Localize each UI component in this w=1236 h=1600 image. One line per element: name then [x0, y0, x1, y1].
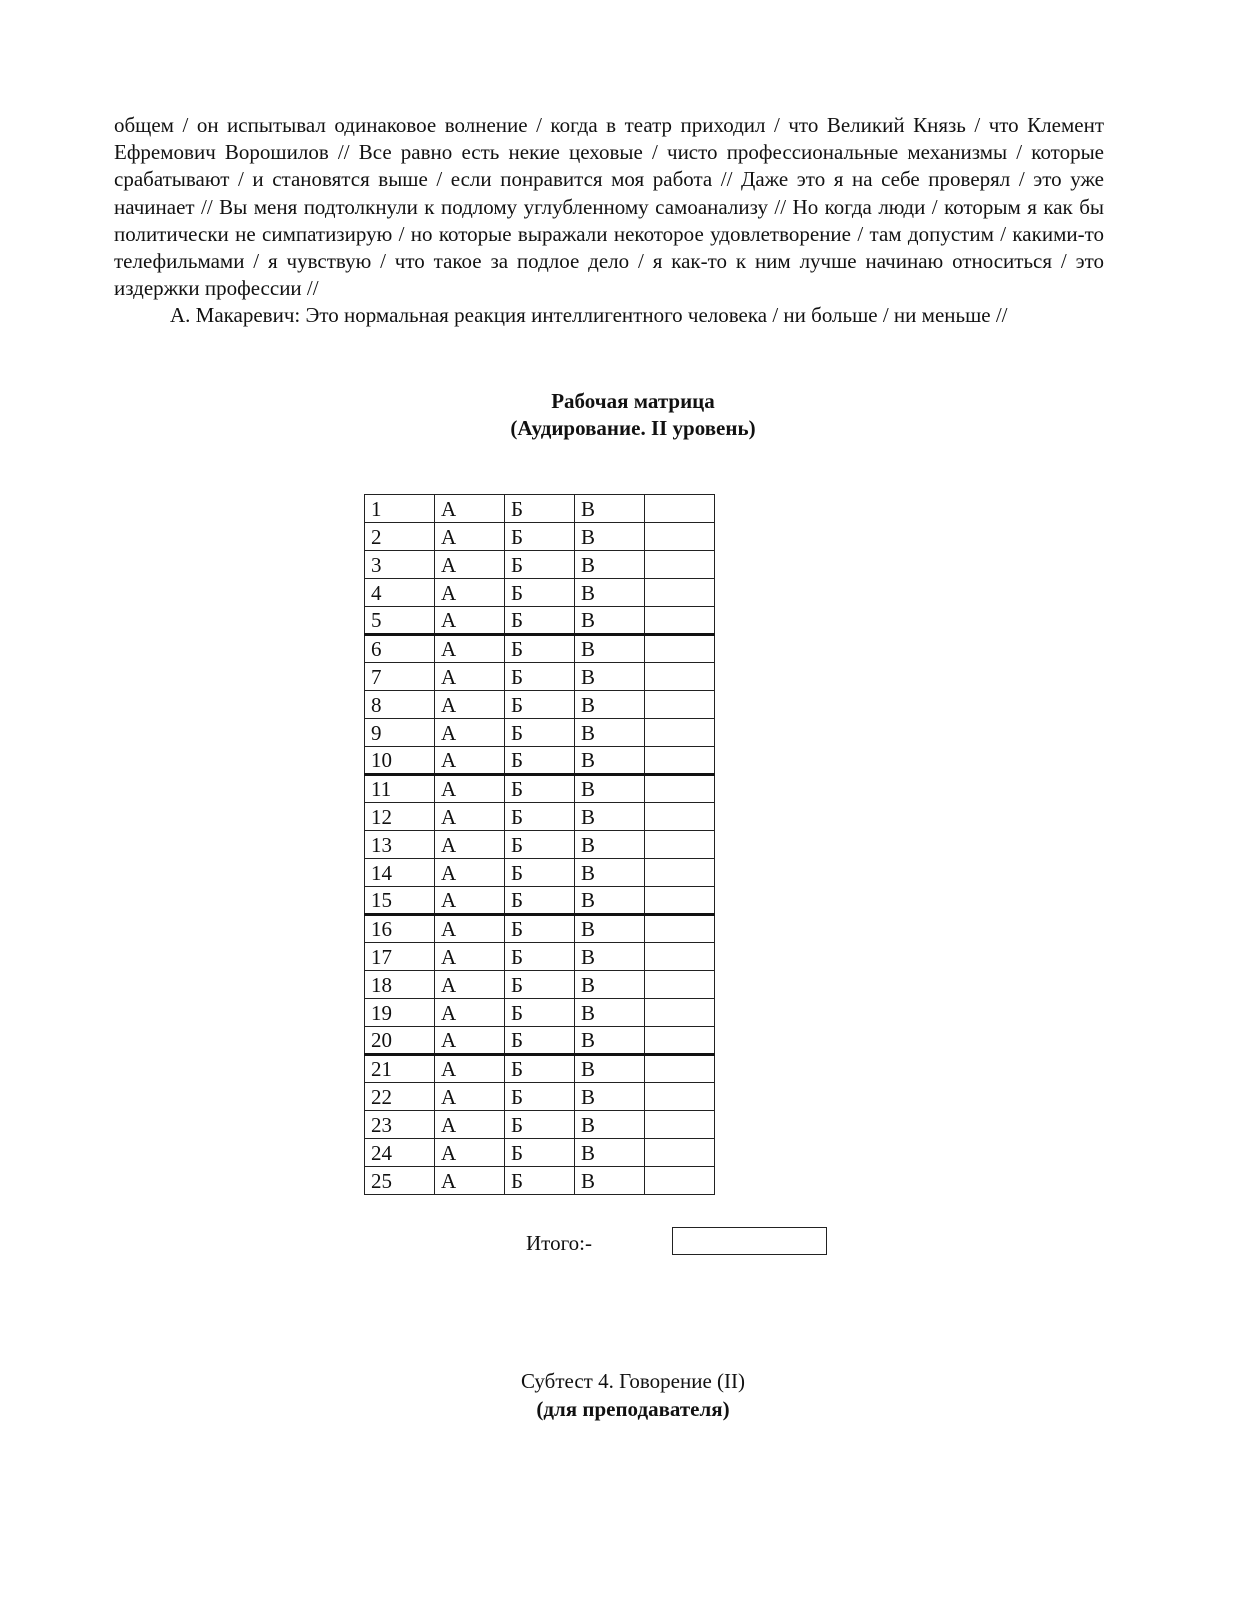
answer-option[interactable]: А [435, 663, 505, 691]
answer-option[interactable]: А [435, 803, 505, 831]
body-paragraph-1: общем / он испытывал одинаковое волнение / когда в театр приходил / что Великий Князь / что Клемент Ефремович Ворошилов // Все равно есть некие цеховые / чисто профессиональные механизмы / которые срабатывают / и становятся выше / если понравится моя работа // Даже это я на себе проверял / это уже начинает // Вы меня подтолкнули к подлому углубленному самоанализу // Но когда люди / которым я как бы политически не симпатизирую / но которые выражали некоторое удовлетворение / там допустим / какими-то телефильмами / я чувствую / что такое за подлое дело / я как-то к ним лучше начинаю относиться / это издержки профессии // [114, 113, 1104, 301]
answer-option[interactable]: А [435, 579, 505, 607]
question-number: 7 [365, 663, 435, 691]
question-number: 17 [365, 943, 435, 971]
answer-cell[interactable] [645, 719, 715, 747]
answer-cell[interactable] [645, 803, 715, 831]
answer-option[interactable]: Б [505, 999, 575, 1027]
matrix-row [365, 1167, 715, 1195]
answer-option[interactable]: Б [505, 1167, 575, 1195]
question-number: 21 [365, 1055, 435, 1083]
matrix-row [365, 635, 715, 663]
question-number: 15 [365, 887, 435, 915]
question-number: 4 [365, 579, 435, 607]
answer-option[interactable]: В [575, 607, 645, 635]
question-number: 23 [365, 1111, 435, 1139]
answer-option[interactable]: А [435, 887, 505, 915]
answer-cell[interactable] [645, 579, 715, 607]
matrix-row [365, 719, 715, 747]
question-number: 14 [365, 859, 435, 887]
answer-option[interactable]: А [435, 943, 505, 971]
answer-option[interactable]: Б [505, 607, 575, 635]
answer-option[interactable]: В [575, 747, 645, 775]
answer-option[interactable]: А [435, 1111, 505, 1139]
answer-option[interactable]: Б [505, 691, 575, 719]
answer-option[interactable]: В [575, 1027, 645, 1055]
matrix-row [365, 803, 715, 831]
question-number: 16 [365, 915, 435, 943]
answer-option[interactable]: Б [505, 663, 575, 691]
question-number: 13 [365, 831, 435, 859]
answer-option[interactable]: В [575, 999, 645, 1027]
question-number: 5 [365, 607, 435, 635]
answer-cell[interactable] [645, 887, 715, 915]
answer-option[interactable]: В [575, 859, 645, 887]
answer-option[interactable]: В [575, 663, 645, 691]
matrix-row [365, 775, 715, 803]
question-number: 25 [365, 1167, 435, 1195]
answer-cell[interactable] [645, 1139, 715, 1167]
question-number: 18 [365, 971, 435, 999]
answer-option[interactable]: Б [505, 943, 575, 971]
body-text [114, 112, 1104, 330]
matrix-row [365, 523, 715, 551]
answer-cell[interactable] [645, 1055, 715, 1083]
answer-cell[interactable] [645, 607, 715, 635]
answer-option[interactable]: А [435, 719, 505, 747]
answer-option[interactable]: Б [505, 747, 575, 775]
matrix-row [365, 495, 715, 523]
matrix-subtitle: (Аудирование. II уровень) [510, 416, 756, 440]
answer-cell[interactable] [645, 831, 715, 859]
question-number: 22 [365, 1083, 435, 1111]
answer-option[interactable]: А [435, 523, 505, 551]
matrix-row [365, 859, 715, 887]
answer-option[interactable]: А [435, 971, 505, 999]
answer-option[interactable]: В [575, 1167, 645, 1195]
answer-cell[interactable] [645, 663, 715, 691]
answer-option[interactable]: В [575, 775, 645, 803]
matrix-row [365, 1027, 715, 1055]
answer-option[interactable]: В [575, 579, 645, 607]
answer-cell[interactable] [645, 775, 715, 803]
answer-option[interactable]: Б [505, 551, 575, 579]
total-field[interactable] [672, 1227, 827, 1255]
question-number: 12 [365, 803, 435, 831]
answer-option[interactable]: Б [505, 1139, 575, 1167]
subtest-title: Субтест 4. Говорение (II) [520, 1369, 746, 1393]
matrix-row [365, 607, 715, 635]
answer-option[interactable]: А [435, 1083, 505, 1111]
answer-option[interactable]: А [435, 495, 505, 523]
answer-option[interactable]: Б [505, 887, 575, 915]
question-number: 11 [365, 775, 435, 803]
answer-option[interactable]: В [575, 1111, 645, 1139]
answer-option[interactable]: А [435, 747, 505, 775]
answer-option[interactable]: А [435, 1055, 505, 1083]
answer-option[interactable]: Б [505, 579, 575, 607]
answer-cell[interactable] [645, 859, 715, 887]
answer-option[interactable]: А [435, 551, 505, 579]
answer-option[interactable]: А [435, 859, 505, 887]
answer-option[interactable]: Б [505, 495, 575, 523]
answer-cell[interactable] [645, 747, 715, 775]
answer-cell[interactable] [645, 1167, 715, 1195]
question-number: 8 [365, 691, 435, 719]
answer-option[interactable]: В [575, 1139, 645, 1167]
answer-option[interactable]: В [575, 1055, 645, 1083]
matrix-row [365, 999, 715, 1027]
answer-cell[interactable] [645, 943, 715, 971]
answer-cell[interactable] [645, 635, 715, 663]
answer-option[interactable]: А [435, 1167, 505, 1195]
question-number: 2 [365, 523, 435, 551]
total-label: Итого:- [526, 1231, 592, 1255]
answer-cell[interactable] [645, 1027, 715, 1055]
answer-cell[interactable] [645, 999, 715, 1027]
answer-option[interactable]: Б [505, 1027, 575, 1055]
answer-option[interactable]: Б [505, 775, 575, 803]
answer-option[interactable]: Б [505, 831, 575, 859]
answer-option[interactable]: В [575, 1083, 645, 1111]
matrix-row [365, 1139, 715, 1167]
matrix-row [365, 831, 715, 859]
answer-option[interactable]: Б [505, 1083, 575, 1111]
question-number: 24 [365, 1139, 435, 1167]
matrix-row [365, 691, 715, 719]
answer-option[interactable]: Б [505, 1111, 575, 1139]
answer-option[interactable]: Б [505, 971, 575, 999]
answer-option[interactable]: В [575, 887, 645, 915]
answer-option[interactable]: Б [505, 719, 575, 747]
answer-option[interactable]: А [435, 635, 505, 663]
answer-cell[interactable] [645, 971, 715, 999]
question-number: 6 [365, 635, 435, 663]
answer-cell[interactable] [645, 1083, 715, 1111]
answer-option[interactable]: В [575, 495, 645, 523]
question-number: 19 [365, 999, 435, 1027]
matrix-row [365, 551, 715, 579]
question-number: 3 [365, 551, 435, 579]
answer-option[interactable]: В [575, 523, 645, 551]
answer-option[interactable]: В [575, 551, 645, 579]
subtest-note: (для преподавателя) [536, 1397, 730, 1421]
answer-option[interactable]: А [435, 1139, 505, 1167]
question-number: 10 [365, 747, 435, 775]
question-number: 9 [365, 719, 435, 747]
answer-option[interactable]: А [435, 607, 505, 635]
matrix-row [365, 579, 715, 607]
answer-cell[interactable] [645, 523, 715, 551]
answer-cell[interactable] [645, 691, 715, 719]
answer-option[interactable]: А [435, 1027, 505, 1055]
answer-matrix [364, 494, 715, 1195]
answer-option[interactable]: В [575, 971, 645, 999]
answer-option[interactable]: В [575, 915, 645, 943]
answer-cell[interactable] [645, 551, 715, 579]
body-paragraph-2: А. Макаревич: Это нормальная реакция интеллигентного человека / ни больше / ни меньше // [170, 303, 1008, 328]
matrix-row [365, 1055, 715, 1083]
answer-option[interactable]: Б [505, 1055, 575, 1083]
answer-option[interactable]: А [435, 999, 505, 1027]
answer-option[interactable]: В [575, 691, 645, 719]
answer-option[interactable]: Б [505, 523, 575, 551]
answer-option[interactable]: Б [505, 915, 575, 943]
answer-option[interactable]: Б [505, 803, 575, 831]
matrix-row [365, 887, 715, 915]
matrix-row [365, 943, 715, 971]
answer-option[interactable]: В [575, 635, 645, 663]
answer-option[interactable]: А [435, 691, 505, 719]
question-number: 1 [365, 495, 435, 523]
answer-option[interactable]: А [435, 831, 505, 859]
answer-option[interactable]: А [435, 775, 505, 803]
question-number: 20 [365, 1027, 435, 1055]
answer-option[interactable]: В [575, 831, 645, 859]
matrix-row [365, 971, 715, 999]
answer-matrix-body [365, 495, 715, 1195]
answer-option[interactable]: Б [505, 635, 575, 663]
answer-cell[interactable] [645, 495, 715, 523]
matrix-row [365, 1083, 715, 1111]
answer-option[interactable]: В [575, 943, 645, 971]
matrix-row [365, 747, 715, 775]
matrix-row [365, 663, 715, 691]
answer-option[interactable]: Б [505, 859, 575, 887]
matrix-row [365, 1111, 715, 1139]
answer-option[interactable]: В [575, 719, 645, 747]
matrix-row [365, 915, 715, 943]
answer-cell[interactable] [645, 1111, 715, 1139]
answer-option[interactable]: В [575, 803, 645, 831]
answer-cell[interactable] [645, 915, 715, 943]
matrix-title: Рабочая матрица [551, 389, 715, 413]
answer-option[interactable]: А [435, 915, 505, 943]
